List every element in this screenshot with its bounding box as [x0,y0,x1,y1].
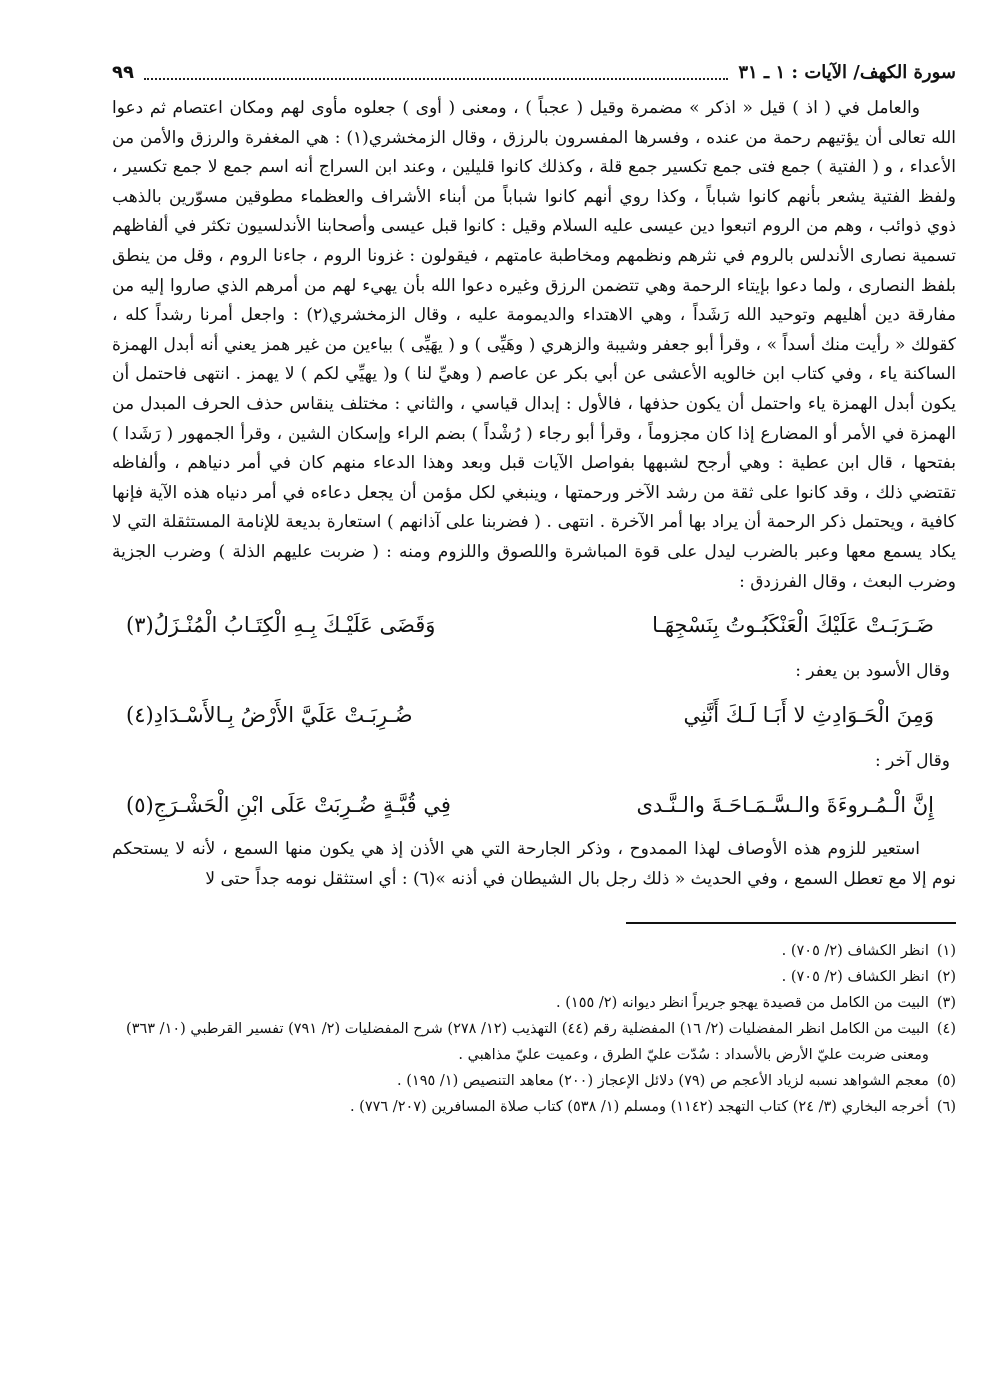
footnote-number: (٦) [936,1099,956,1116]
footnote [112,1068,956,1094]
verse-second-hemistich: ضُـرِبَـتْ عَلَيَّ الأَرْضُ بِـالأَسْـدَادِ(٤) [126,703,413,728]
verse-first-hemistich: وَمِنَ الْحَـوَادِثِ لا أَبَـا لَـكَ أَنَّنِي [683,703,934,728]
footnote-text: معجم الشواهد نسبه لزياد الأعجم ص (٧٩) دلائل الإعجاز (٢٠٠) معاهد التنصيص (١/ ١٩٥) . [397,1073,929,1090]
paragraph-explanation: استعير للزوم هذه الأوصاف لهذا الممدوح ، وذكر الجارحة التي هي الأذن إذ هي يكون منها السمع ، لأنه لا يستحكم نوم إلا مع تعطل السمع ، وفي الحديث « ذلك رجل بال الشيطان في أذنه »(٦) : أي استثقل نومه جداً حتى لا [112,839,956,889]
footnote-separator [626,922,956,924]
footnotes [112,938,956,1120]
footnote-number: (٢) [936,969,956,986]
paragraph-commentary: والعامل في ( اذ ) قيل « اذكر » مضمرة وقيل ( عجباً ) ، ومعنى ( أوى ) جعلوه مأوى لهم ومكان اعتصام ثم دعوا الله تعالى أن يؤتيهم رحمة من عنده ، وفسرها المفسرون بالرزق ، وقال الزمخشري(١) : هي المغفرة والرزق والأمن من الأعداء ، و ( الفتية ) جمع فتى جمع تكسير جمع قلة ، وكذلك كانوا قليلين ، وعند ابن السراج أنه اسم جمع لا جمع تكسير ، ولفظ الفتية يشعر بأنهم كانوا شباباً ، وكذا روي أنهم كانوا شباباً من أبناء الأشراف والعظماء مطوقين مسوّرين بالذهب ذوي ذوائب ، وهم من الروم اتبعوا دين عيسى عليه السلام وقيل : كانوا قبل عيسى وأصحابنا الأندلسيون تكثر في ألفاظهم تسمية نصارى الأندلس بالروم في نثرهم ونظمهم ومخاطبة عامتهم ، فيقولون : غزونا الروم ، جاءنا الروم ، وقل من ينطق بلفظ النصارى ، ولما دعوا بإيتاء الرحمة وهي تتضمن الرزق وغيره دعوا الله بأن يهيء لهم من أمرهم الذي صاروا إليه من مفارقة دين أهليهم وتوحيد الله رَشَداً ، وهي الاهتداء والديمومة عليه ، وقال الزمخشري(٢) : واجعل أمرنا رشداً كله ، كقولك « رأيت منك أسداً » ، وقرأ أبو جعفر وشيبة والزهري ( وهَيِّى ) و ( يهَيِّى ) بياءين من غير همز يعني أنه أبدل الهمزة الساكنة ياء ، وفي كتاب ابن خالويه الأعشى عن أبي بكر عن عاصم ( وهيِّ لنا ) و( يهيِّي لكم ) لا يهمز . انتهى فاحتمل أن يكون أبدل الهمزة ياء واحتمل أن يكون حذفها ، فالأول : إبدال قياسي ، والثاني : مختلف ينقاس حذف الحرف المبدل من الهمزة في الأمر أو المضارع إذا كان مجزوماً ، وقرأ أبو رجاء ( رُشْداً ) بضم الراء وإسكان الشين ، وقرأ الجمهور ( رَشَدا ) بفتحها ، قال ابن عطية : وهي أرجح لشبهها بفواصل الآيات قبل وبعد وهذا الدعاء منهم كان في أمر دنياهم ، وألفاظه تقتضي ذلك ، وقد كانوا على ثقة من رشد الآخر ورحمتها ، وينبغي لكل مؤمن أن يجعل دعاءه في أمر دنياه هذه الآية فإنها كافية ، ويحتمل ذكر الرحمة أن يراد بها أمر الآخرة . انتهى . ( فضربنا على آذانهم ) استعارة بديعة للإنامة المستثقلة التي لا يكاد يسمع معها وعبر بالضرب ليدل على قوة المباشرة واللصوق واللزوم ومنه : ( ضربت عليهم الذلة ) وضرب الجزية وضرب البعث ، وقال الفرزدق : [112,98,956,592]
poem-verse-farazdaq [112,597,956,655]
poem-verse-aswad [112,687,956,745]
footnote [112,990,956,1016]
verse-attribution: وقال آخر : [874,751,950,772]
header-dot-leader [144,60,728,80]
verse-first-hemistich: إِنَّ الْـمُـروءَةَ والـسَّـمَـاحَـةَ والـنَّـدى [636,793,934,818]
verse-second-hemistich: فِي قُبَّـةٍ ضُـرِبَتْ عَلَى ابْنِ الْحَشْـرَجِ(٥) [126,793,451,818]
running-header [112,58,956,88]
verse-attribution: وقال الأسود بن يعفر : [795,661,950,682]
footnote [112,1094,956,1120]
footnote [112,938,956,964]
footnote-text: أخرجه البخاري (٣/ ٢٤) كتاب التهجد (١١٤٢) ومسلم (١/ ٥٣٨) كتاب صلاة المسافرين (٢٠٧/ ٧٧٦) . [349,1099,929,1116]
page-number: ٩٩ [112,62,134,83]
footnote-number: (٤) [936,1021,956,1038]
chapter-title: سورة الكهف/ الآيات : ١ ـ ٣١ [738,62,956,83]
footnote-text: البيت من الكامل انظر المفضليات (٢/ ١٦) المفضلية رقم (٤٤) التهذيب (١٢/ ٢٧٨) شرح المفضليات (٢/ ٧٩١) تفسير القرطبي (١٠/ ٣٦٣) ومعنى ضربت عليّ الأرض بالأسداد : سُدّت عليّ الطرق ، وعميت عليّ مذاهبي . [126,1021,929,1064]
verse-second-hemistich: وَقَضَى عَلَيْـكَ بِـهِ الْكِتَـابُ الْمُنْـزَلُ(٣) [126,613,436,638]
footnote-number: (٥) [936,1073,956,1090]
footnote-number: (٣) [936,995,956,1012]
poem-verse-other [112,777,956,835]
footnote-number: (١) [936,943,956,960]
main-text [112,94,956,894]
footnote-text: البيت من الكامل من قصيدة يهجو جريراً انظر ديوانه (٢/ ١٥٥) . [556,995,929,1012]
footnote-text: انظر الكشاف (٢/ ٧٠٥) . [781,943,929,960]
footnote [112,964,956,990]
verse-first-hemistich: ضَـرَبَـتْ عَلَيْكَ الْعَنْكَبُـوتُ بِنَسْجِهَـا [652,613,934,638]
footnote-text: انظر الكشاف (٢/ ٧٠٥) . [781,969,929,986]
footnote [112,1016,956,1068]
